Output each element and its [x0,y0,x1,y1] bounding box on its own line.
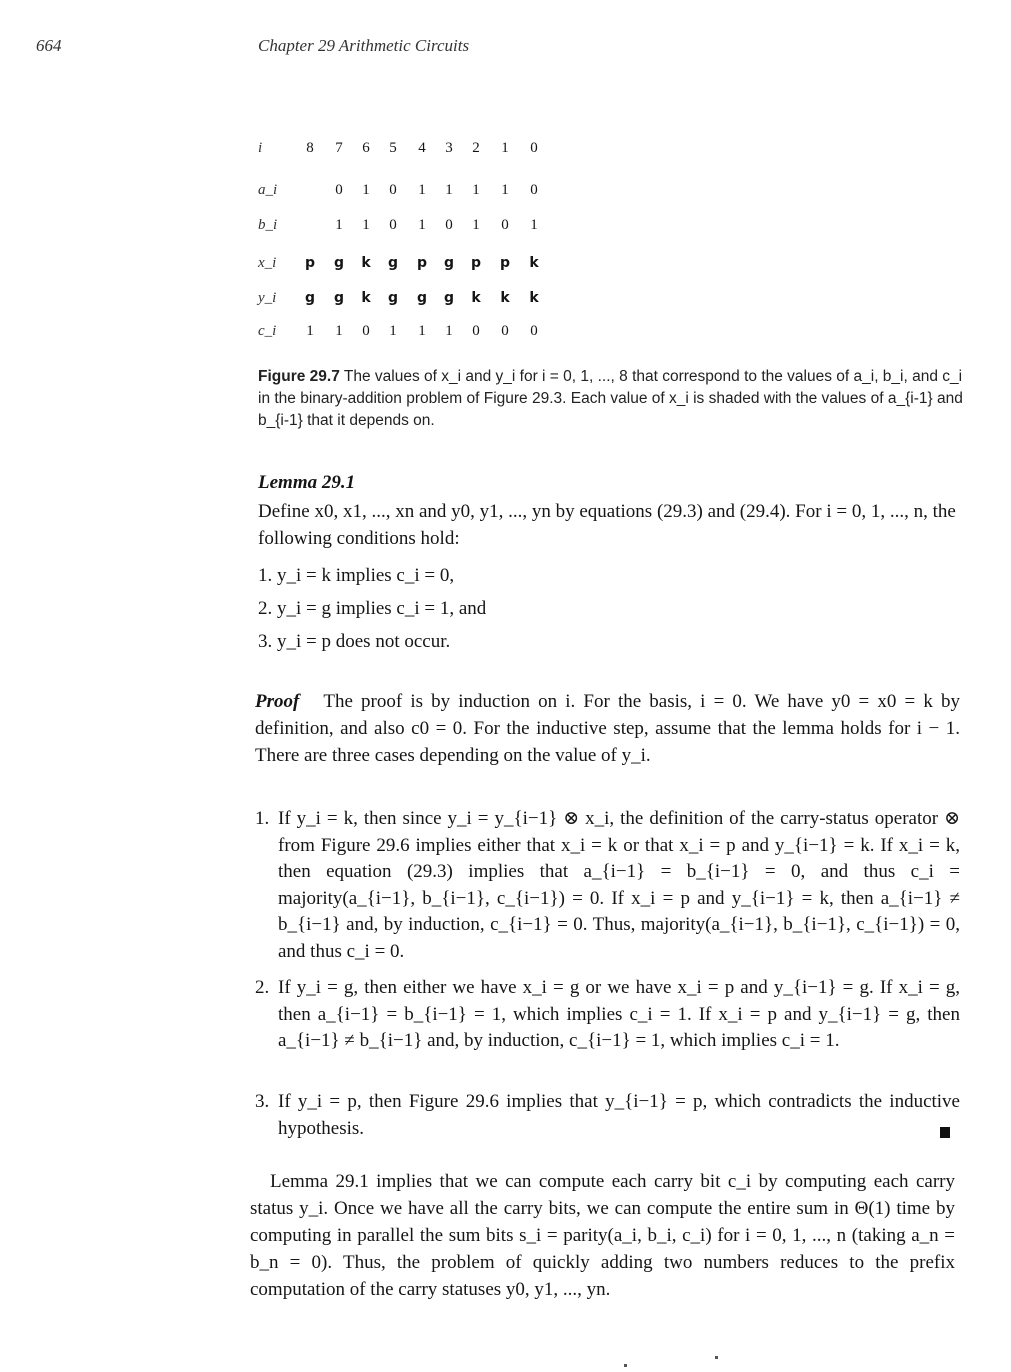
table-cell: 7 [335,140,343,156]
lemma-condition-2: 2. y_i = g implies c_i = 1, and [258,598,487,619]
closing-paragraph: Lemma 29.1 implies that we can compute each carry bit c_i by computing each carry status y_i. Once we have all the carry bits, we can compute the entire sum in Θ(1) time by computing in parallel the sum bits s_i = parity(a_i, b_i, c_i) for i = 0, 1, ..., n (taking a_n = b_n = 0). Thus, the problem of quickly adding two numbers reduces to the prefix computation of the carry statuses y0, y1, ..., yn. [250,1171,955,1300]
table-cell: 1 [389,323,397,339]
table-cell: 1 [501,140,509,156]
case-text: If y_i = g, then either we have x_i = g or we have x_i = p and y_{i−1} = g. If x_i = g, then a_{i−1} = b_{i−1} = 1, which implies c_i = 1. If x_i = p and y_{i−1} = g, then a_{i−1} ≠ b_{i−1} and, by induction, c_{i−1} = 1, which implies c_i = 1. [278,977,960,1051]
speck-mark [715,1356,718,1359]
table-cell: 1 [445,182,453,198]
table-cell: 1 [418,217,426,233]
case-text: If y_i = p, then Figure 29.6 implies that y_{i−1} = p, which contradicts the inductive hypothesis. [278,1091,960,1139]
table-cell: 0 [530,182,538,198]
table-cell: g [387,290,399,306]
table-cell: k [529,255,539,271]
table-cell: 1 [530,217,538,233]
lemma-title: Lemma 29.1 [258,472,356,493]
proof-case-1 [255,806,960,965]
table-cell: g [304,290,316,306]
running-title: Chapter 29 Arithmetic Circuits [258,36,470,55]
speck-mark [624,1364,627,1367]
page-number: 664 [36,36,62,55]
caption-text: The values of x_i and y_i for i = 0, 1, ..., 8 that correspond to the values of a_i, b_i, and c_i in the binary-addition problem of Figure 29.3. Each value of x_i is shaded with the values of a_{i-1} and b_{i-1} that it depends on. [258,368,963,429]
table-cell: 8 [306,140,314,156]
table-cell: 1 [472,217,480,233]
table-cell: g [333,255,345,271]
proof-case-2 [255,975,960,1055]
table-cell: g [333,290,345,306]
table-cell: p [304,255,316,271]
table-cell: 5 [389,140,397,156]
row-label: a_i [258,182,278,198]
row-label: c_i [258,323,277,339]
table-cell: k [471,290,481,306]
table-cell: 0 [389,217,397,233]
table-cell: 2 [472,140,480,156]
table-cell: k [361,255,371,271]
table-cell: 1 [362,217,370,233]
row-label: x_i [258,255,277,271]
figure-caption [258,366,964,432]
table-cell: k [529,290,539,306]
table-cell: g [443,255,455,271]
table-cell: 1 [362,182,370,198]
lemma-condition-3: 3. y_i = p does not occur. [258,631,451,652]
table-cell: p [470,255,482,271]
row-label: b_i [258,217,278,233]
case-text: If y_i = k, then since y_i = y_{i−1} ⊗ x_i, the definition of the carry-status operator ⊗ from Figure 29.6 implies either that x_i = k or that x_i = p and y_{i−1} = k. If x_i = k, then equation (29.3) implies that a_{i−1} = b_{i−1} = 0, and thus c_i = majority(a_{i−1}, b_{i−1}, c_{i−1}) = 0. If x_i = p and y_{i−1} = k, then a_{i−1} ≠ b_{i−1} and, by induction, c_{i−1} = 0. Thus, majority(a_{i−1}, b_{i−1}, c_{i−1}) = 0, and thus c_i = 0. [278,808,960,962]
table-cell: 6 [362,140,370,156]
table-cell: 1 [335,323,343,339]
table-cell: g [387,255,399,271]
row-label: y_i [258,290,277,306]
table-cell: 0 [501,323,509,339]
table-cell: 0 [472,323,480,339]
table-cell: 3 [445,140,453,156]
proof-case-3 [255,1089,960,1142]
table-cell: 0 [445,217,453,233]
table-cell: p [416,255,428,271]
table-cell: 1 [335,217,343,233]
proof-label: Proof [255,691,300,712]
table-cell: 0 [389,182,397,198]
qed-square-icon [940,1127,950,1138]
table-cell: 1 [306,323,314,339]
table-cell: 1 [418,182,426,198]
proof-intro-block [255,688,960,769]
table-cell: k [500,290,510,306]
table-cell: 4 [418,140,426,156]
table-cell: 0 [530,140,538,156]
proof-intro: The proof is by induction on i. For the basis, i = 0. We have y0 = x0 = k by definition, and also c0 = 0. For the inductive step, assume that the lemma holds for i − 1. There are three cases depending on the value of y_i. [255,691,960,766]
table-cell: 1 [472,182,480,198]
case-number: 2. [255,977,270,998]
row-label: i [258,140,263,156]
table-cell: 1 [501,182,509,198]
table-cell: 0 [501,217,509,233]
table-cell: 1 [445,323,453,339]
case-number: 3. [255,1091,270,1112]
table-cell: 0 [530,323,538,339]
lemma-condition-1: 1. y_i = k implies c_i = 0, [258,565,455,586]
caption-label: Figure 29.7 [258,368,340,385]
lemma-intro: Define x0, x1, ..., xn and y0, y1, ..., yn by equations (29.3) and (29.4). For i = 0, 1, ..., n, the following conditions hold: [258,501,956,549]
table-cell: 1 [418,323,426,339]
case-number: 1. [255,808,270,829]
table-cell: 0 [335,182,343,198]
table-cell: g [416,290,428,306]
table-cell: g [443,290,455,306]
table-cell: k [361,290,371,306]
table-cell: p [499,255,511,271]
table-cell: 0 [362,323,370,339]
